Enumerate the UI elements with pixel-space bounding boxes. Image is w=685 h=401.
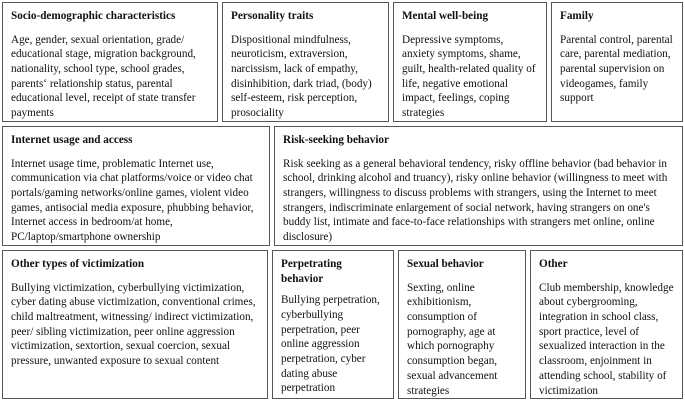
box-socio-demographic <box>2 2 218 122</box>
box-other-victimization <box>2 250 268 399</box>
box-personality-traits <box>222 2 389 122</box>
box-mental-well-being <box>393 2 547 122</box>
box-family <box>551 2 683 122</box>
box-text: Internet usage time, problematic Internet use, communication via chat platforms/voice or video chat portals/gaming networks/online games, violent video games, antisocial media exposure, phubbing behavior, Internet access in bedroom/at home, PC/laptop/smartphone ownership <box>11 157 254 244</box>
box-other <box>530 250 683 399</box>
box-text: Age, gender, sexual orientation, grade/ educational stage, migration background, nationality, school type, school grades, parents‘ relationship status, parental educational level, receipt of state transfer payments <box>11 33 196 120</box>
box-title: Mental well-being <box>402 10 489 22</box>
box-title: Risk-seeking behavior <box>283 134 389 146</box>
box-text: Sexting, online exhibitionism, consumption of pornography, age at which pornography consumption began, sexual advancement strategies <box>407 281 498 397</box>
box-text: Bullying perpetration, cyberbullying perpetration, peer online aggression perpetration, cyber dating abuse perpetration <box>281 294 380 395</box>
box-title: Family <box>560 10 594 22</box>
box-text: Depressive symptoms, anxiety symptoms, shame, guilt, health-related quality of life, negative emotional impact, feelings, coping strategies <box>402 33 536 120</box>
box-internet-usage <box>2 126 270 246</box>
box-text: Risk seeking as a general behavioral tendency, risky offline behavior (bad behavior in school, drinking alcohol and truancy), risky online behavior (willingness to meet with strangers, willingness to discuss problems with strangers, using the Internet to meet strangers, indiscriminate enlargement of social network, having strangers on one's buddy list, intimate and face-to-face relationships with strangers met online, online disclosure) <box>283 157 668 244</box>
box-sexual-behavior <box>398 250 526 399</box>
box-perpetrating <box>272 250 394 399</box>
box-title: Socio-demographic characteristics <box>11 10 176 22</box>
box-risk-seeking <box>274 126 683 246</box>
box-title: Other <box>539 258 568 270</box>
box-text: Dispositional mindfulness, neuroticism, extraversion, narcissism, lack of empathy, disinhibition, dark triad, (body) self-esteem, risk perception, prosociality <box>231 33 372 120</box>
box-title: Perpetrating behavior <box>281 258 342 285</box>
box-title: Personality traits <box>231 10 314 22</box>
box-title: Other types of victimization <box>11 258 145 270</box>
box-title: Internet usage and access <box>11 134 133 146</box>
box-text: Parental control, parental care, parental mediation, parental supervision on videogames, family support <box>560 33 673 105</box>
box-title: Sexual behavior <box>407 258 484 270</box>
box-text: Bullying victimization, cyberbullying victimization, cyber dating abuse victimization, conventional crimes, child maltreatment, witnessing/ indirect victimization, peer/ sibling victimization, peer online aggression victimization, sextortion, sexual coercion, sexual pressure, unwanted exposure to sexual content <box>11 281 256 368</box>
box-text: Club membership, knowledge about cybergrooming, integration in school class, sport practice, level of sexualized interaction in the classroom, enjoinment in attending school, stability of victimization <box>539 281 674 397</box>
